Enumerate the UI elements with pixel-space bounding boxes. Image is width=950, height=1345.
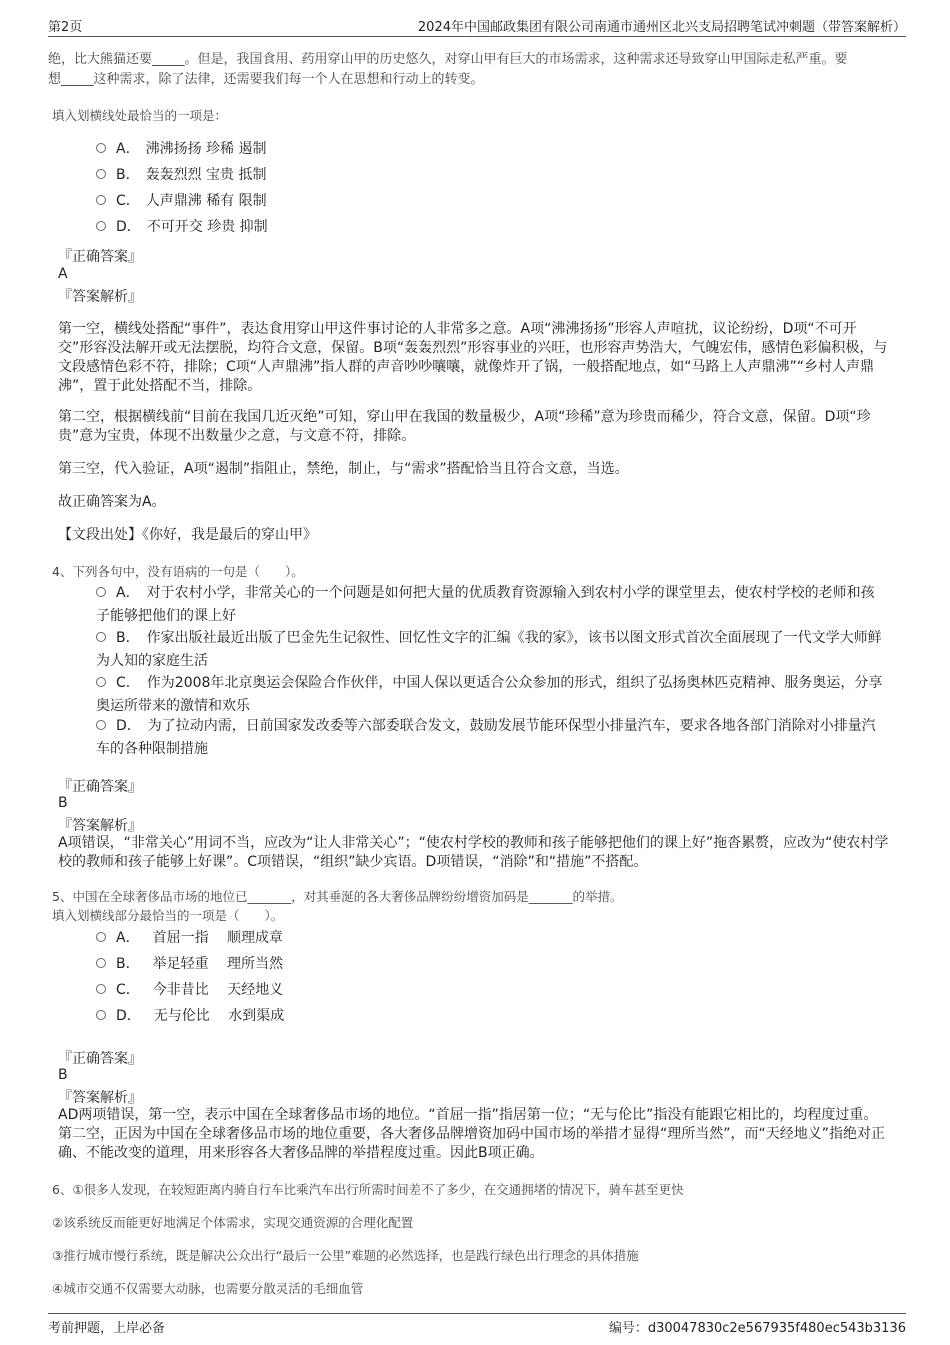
q4-analysis-label: 『答案解析』: [58, 818, 142, 834]
q4-option-a[interactable]: [96, 582, 886, 628]
q3-analysis-p3: 第三空，代入验证，A项“遏制”指阻止，禁绝，制止，与“需求”搭配恰当且符合文意，当选。: [58, 461, 629, 477]
q4-option-c[interactable]: [96, 672, 886, 718]
q3-analysis-p2: 第二空，根据横线前“目前在我国几近灭绝”可知，穿山甲在我国的数量极少，A项“珍稀”意为珍贵而稀少，符合文意，保留。D项“珍贵”意为宝贵，体现不出数量少之意，与文意不符，排除。: [58, 409, 871, 444]
option-text: 为了拉动内需，日前国家发改委等六部委联合发文，鼓励发展节能环保型小排量汽车，要求各地各部门消除对小排量汽车的各种限制措施: [96, 718, 876, 757]
radio-icon[interactable]: [96, 143, 106, 153]
passage-cut-line: [48, 38, 888, 48]
q6-item-3: ③推行城市慢行系统，既是解决公众出行“最后一公里”难题的必然选择，也是践行绿色出行理念的具体措施: [52, 1248, 639, 1263]
option-text: 首屈一指 顺理成章: [152, 930, 284, 946]
page-footer: [48, 1313, 906, 1336]
q6-item-2: ②该系统反而能更好地满足个体需求，实现交通资源的合理化配置: [52, 1215, 414, 1230]
passage-line-1: 绝，比大熊猫还要_____。但是，我国食用、药用穿山甲的历史悠久，对穿山甲有巨大的市场需求，这种需求还导致穿山甲国际走私严重。要: [48, 52, 848, 67]
option-key: B．: [116, 630, 133, 646]
q5-option-d[interactable]: [96, 1005, 284, 1027]
option-text: 今非昔比 天经地义: [152, 982, 284, 998]
question-3-prompt: 填入划横线处最恰当的一项是：: [52, 108, 228, 123]
document-title: 2024年中国邮政集团有限公司南通市通州区北兴支局招聘笔试冲刺题（带答案解析）: [417, 20, 906, 35]
q3-source: 【文段出处】《你好，我是最后的穿山甲》: [58, 527, 317, 543]
q5-analysis-label: 『答案解析』: [58, 1090, 142, 1106]
q4-analysis: A项错误，“非常关心”用词不当，应改为“让人非常关心”；“使农村学校的教师和孩子能够把他们的课上好”拖沓累赘，应改为“使农村学校的教师和孩子能够上好课”。C项错误，“组织”缺少宾语。D项错误，“消除”和“措施”不搭配。: [58, 835, 889, 870]
q3-answer: A: [58, 266, 68, 282]
footer-slogan: 考前押题，上岸必备: [48, 1321, 166, 1336]
radio-icon[interactable]: [96, 984, 106, 994]
q4-option-d[interactable]: [96, 715, 886, 761]
page-number: 第2页: [48, 20, 83, 35]
option-text: 举足轻重 理所当然: [152, 956, 284, 972]
question-5-prompt: 5、中国在全球奢侈品市场的地位已_______，对其垂涎的各大奢侈品牌纷纷增资加码是_______的举措。: [52, 889, 623, 904]
question-4-prompt: 4、下列各句中，没有语病的一句是（ ）。: [52, 564, 304, 579]
option-key: D．: [116, 718, 134, 734]
q5-option-c[interactable]: [96, 979, 283, 1001]
q4-answer: B: [58, 795, 68, 811]
page-header: [48, 14, 906, 37]
radio-icon[interactable]: [96, 587, 106, 597]
radio-icon[interactable]: [96, 195, 106, 205]
radio-icon[interactable]: [96, 958, 106, 968]
option-text: 对于农村小学，非常关心的一个问题是如何把大量的优质教育资源输入到农村小学的课堂里去，使农村学校的老师和孩子能够把他们的课上好: [96, 585, 875, 624]
option-text: 沸沸扬扬 珍稀 遏制: [145, 141, 267, 157]
radio-icon[interactable]: [96, 221, 106, 231]
document-id: 编号：d30047830c2e567935f480ec543b3136: [608, 1321, 906, 1336]
q5-answer-label: 『正确答案』: [58, 1051, 142, 1067]
option-text: 作家出版社最近出版了巴金先生记叙性、回忆性文字的汇编《我的家》，该书以图文形式首次全面展现了一代文学大师鲜为人知的家庭生活: [96, 630, 882, 669]
q3-analysis-label: 『答案解析』: [58, 289, 142, 305]
option-text: 作为2008年北京奥运会保险合作伙伴，中国人保以更适合公众参加的形式，组织了弘扬奥林匹克精神、服务奥运，分享奥运所带来的激情和欢乐: [96, 675, 883, 714]
option-key: A．: [116, 141, 140, 157]
q3-option-d[interactable]: [96, 216, 268, 238]
q5-analysis: AD两项错误，第一空，表示中国在全球奢侈品市场的地位。“首屈一指”指居第一位；“无与伦比”指没有能跟它相比的，均程度过重。第二空，正因为中国在全球奢侈品市场的地位重要，各大奢侈品牌增资加码中国市场的举措才显得“理所当然”，而“天经地义”指绝对正确、不能改变的道理，用来形容各大奢侈品牌的举措程度过重。因此B项正确。: [58, 1107, 886, 1161]
passage-line-0: [48, 40, 672, 48]
option-key: C．: [116, 675, 133, 691]
option-key: C．: [116, 982, 133, 998]
option-text: 轰轰烈烈 宝贵 抵制: [145, 167, 267, 183]
option-text: 人声鼎沸 稀有 限制: [145, 193, 267, 209]
q3-analysis-p1: 第一空，横线处搭配“事件”，表达食用穿山甲这件事讨论的人非常多之意。A项“沸沸扬扬”形容人声喧扰，议论纷纷，D项“不可开交”形容没法解开或无法摆脱，均符合文意，保留。B项“轰轰烈烈”形容事业的兴旺，也形容声势浩大，气魄宏伟，感情色彩偏积极，与文段感情色彩不符，排除；C项“人声鼎沸”指人群的声音吵吵嚷嚷，就像炸开了锅，一般搭配地点，如“马路上人声鼎沸”“乡村人声鼎沸”，置于此处搭配不当，排除。: [58, 321, 888, 394]
q5-option-a[interactable]: [96, 927, 283, 949]
option-text: 无与伦比 水到渠成: [153, 1008, 285, 1024]
radio-icon[interactable]: [96, 720, 106, 730]
option-text: 不可开交 珍贵 抑制: [146, 219, 268, 235]
radio-icon[interactable]: [96, 1010, 106, 1020]
q4-answer-label: 『正确答案』: [58, 779, 142, 795]
option-key: A．: [116, 585, 133, 601]
option-key: B．: [116, 167, 140, 183]
q4-option-b[interactable]: [96, 627, 886, 673]
option-key: D．: [116, 219, 141, 235]
q3-analysis-p4: 故正确答案为A。: [58, 494, 166, 510]
option-key: D．: [116, 1008, 134, 1024]
radio-icon[interactable]: [96, 632, 106, 642]
passage-line-2: 想_____这种需求，除了法律，还需要我们每一个人在思想和行动上的转变。: [48, 72, 484, 87]
radio-icon[interactable]: [96, 677, 106, 687]
option-key: C．: [116, 193, 140, 209]
q5-answer: B: [58, 1067, 68, 1083]
radio-icon[interactable]: [96, 169, 106, 179]
q3-answer-label: 『正确答案』: [58, 249, 142, 265]
q5-option-b[interactable]: [96, 953, 283, 975]
option-key: B．: [116, 956, 133, 972]
question-5-prompt-2: 填入划横线部分最恰当的一项是（ ）。: [52, 908, 284, 923]
q6-item-1: 6、①很多人发现，在较短距离内骑自行车比乘汽车出行所需时间差不了多少，在交通拥堵的情况下，骑车甚至更快: [52, 1182, 684, 1197]
radio-icon[interactable]: [96, 932, 106, 942]
q3-option-c[interactable]: [96, 190, 267, 212]
q3-option-b[interactable]: [96, 164, 267, 186]
q6-item-4: ④城市交通不仅需要大动脉，也需要分散灵活的毛细血管: [52, 1281, 364, 1296]
option-key: A．: [116, 930, 133, 946]
q3-option-a[interactable]: [96, 138, 266, 160]
